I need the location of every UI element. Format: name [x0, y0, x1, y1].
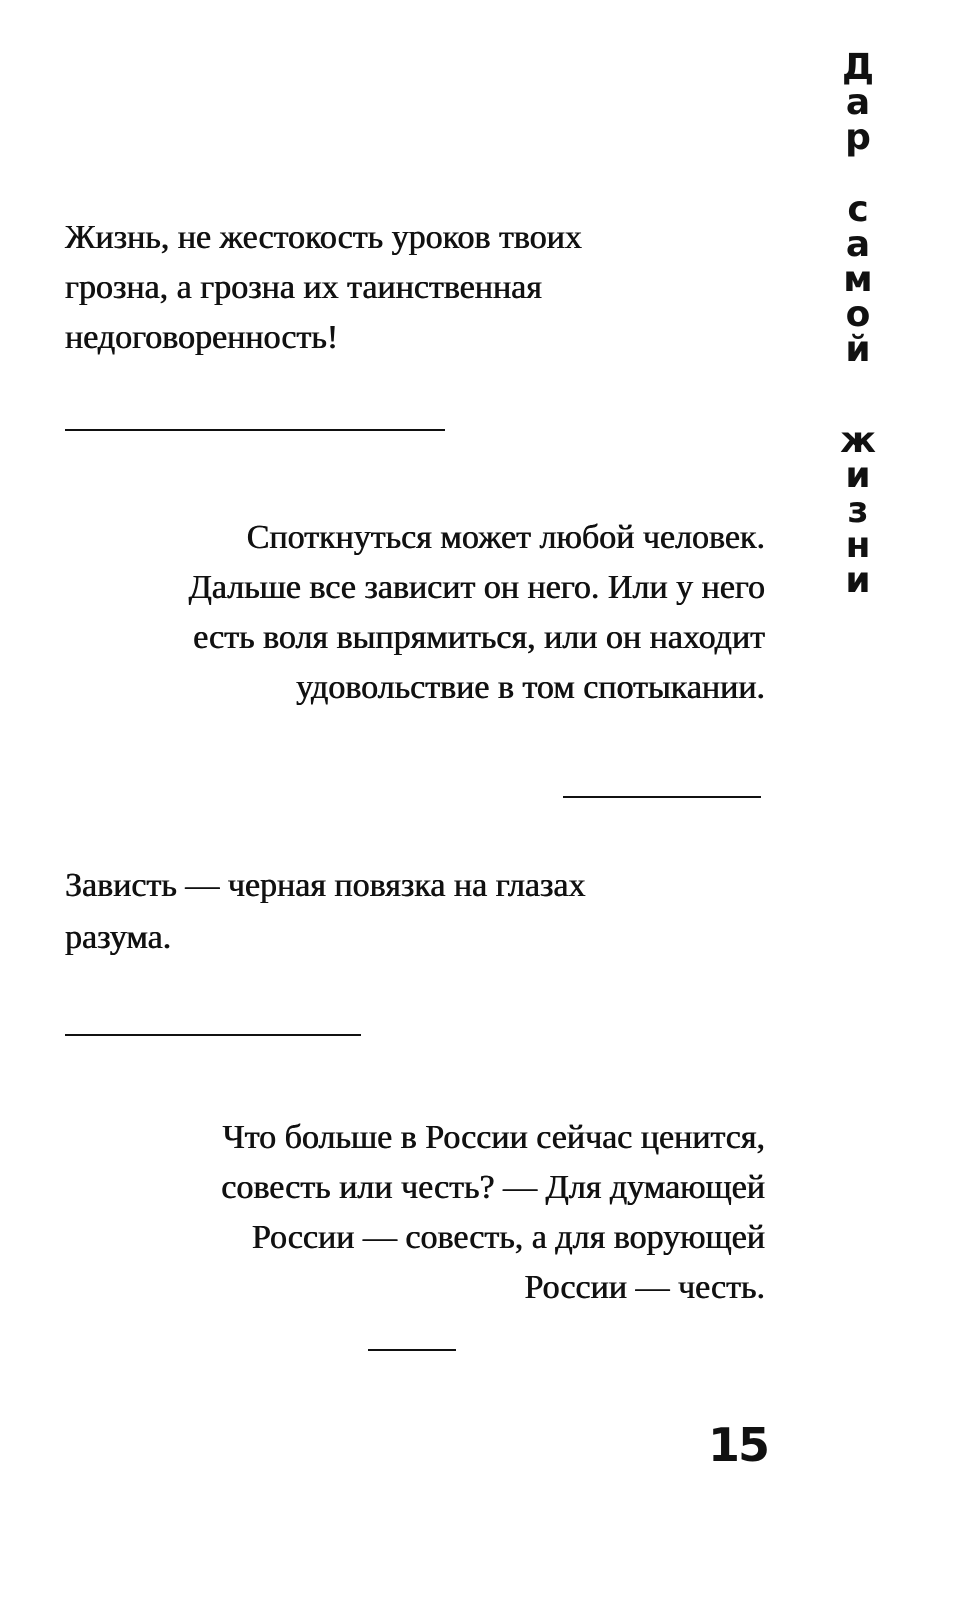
text-line: есть воля выпрямиться, или он находит: [193, 619, 765, 656]
text-line: Споткнуться может любой человек.: [246, 519, 765, 556]
text-line: России — совесть, а для ворующей: [251, 1219, 765, 1256]
text-line: грозна, а грозна их таинственная: [65, 269, 542, 306]
text-line: удовольствие в том спотыкании.: [296, 669, 765, 706]
text-line: недоговоренность!: [65, 319, 339, 356]
text-line: разума.: [65, 919, 172, 956]
text-line: совесть или честь? — Для думающей: [221, 1169, 765, 1206]
text-line: Дальше все зависит он него. Или у него: [188, 569, 765, 606]
separator-rule: [368, 1349, 456, 1351]
text-line: России — честь.: [524, 1269, 765, 1306]
running-title-word: жизни: [840, 420, 876, 601]
text-line: Зависть — черная повязка на глазах: [65, 867, 586, 904]
separator-rule: [65, 1034, 361, 1036]
running-title-word: самой: [843, 189, 873, 370]
text-line: Жизнь, не жестокость уроков твоих: [65, 219, 582, 256]
page-number: 15: [708, 1418, 769, 1472]
text-line: Что больше в России сейчас ценится,: [222, 1119, 765, 1156]
separator-rule: [65, 429, 445, 431]
separator-rule: [563, 796, 761, 798]
running-title-word: Дар: [841, 47, 875, 158]
